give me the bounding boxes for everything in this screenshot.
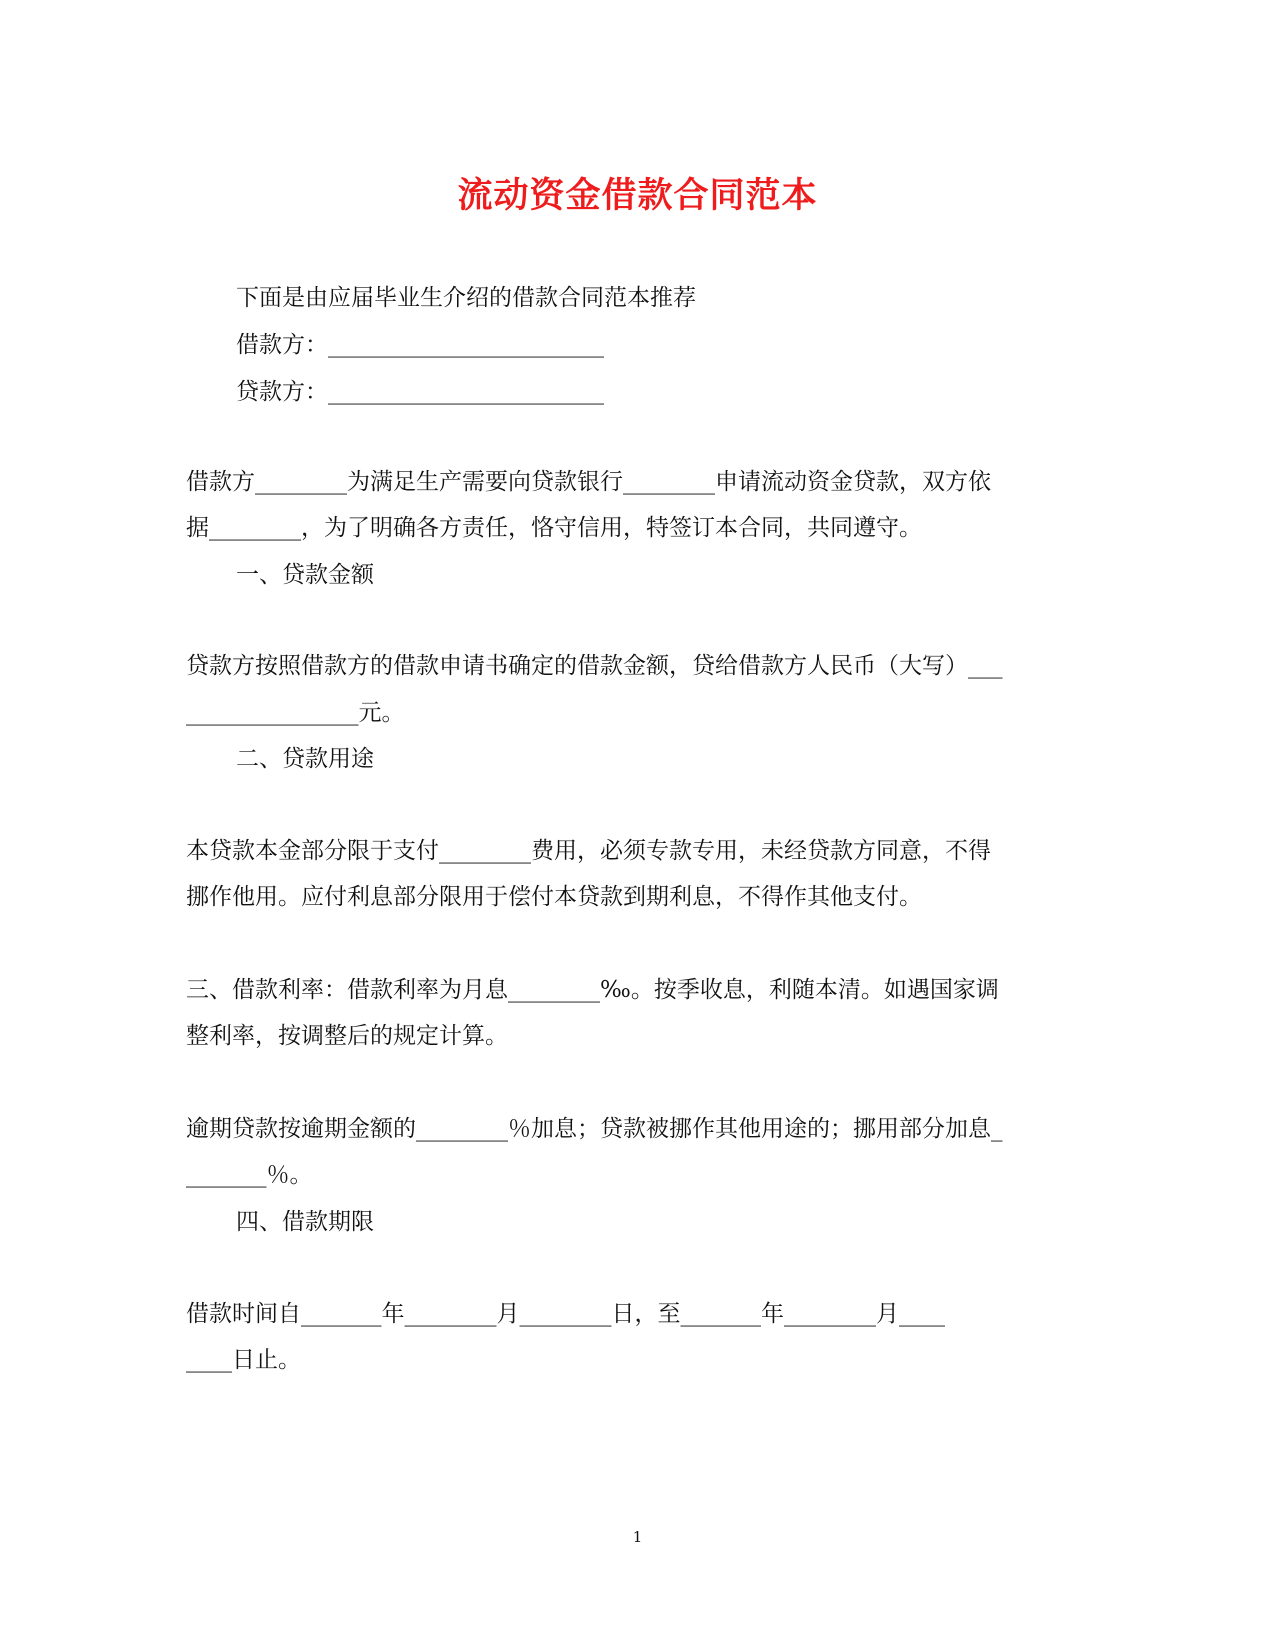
lender-field-line: 贷款方：________________________	[236, 379, 604, 405]
document-title: 流动资金借款合同范本	[457, 175, 818, 216]
loan-purpose-line-2: 挪作他用。应付利息部分限用于偿付本贷款到期利息，不得作其他支付。	[186, 884, 922, 910]
section-heading-loan-purpose: 二、贷款用途	[236, 746, 374, 772]
loan-amount-line-1: 贷款方按照借款方的借款申请书确定的借款金额，贷给借款方人民币（大写）___	[186, 653, 1003, 679]
section-heading-loan-term: 四、借款期限	[236, 1209, 374, 1235]
intro-line: 下面是由应届毕业生介绍的借款合同范本推荐	[236, 285, 696, 311]
loan-term-line-1: 借款时间自_______年________月________日，至_______年________月____	[186, 1301, 945, 1327]
preamble-line-1: 借款方________为满足生产需要向贷款银行________申请流动资金贷款，双方依	[186, 469, 991, 495]
page-number: 1	[632, 1528, 643, 1546]
loan-amount-line-2: _______________元。	[186, 700, 405, 726]
section-heading-loan-amount: 一、贷款金额	[236, 562, 374, 588]
preamble-line-2: 据________，为了明确各方责任，恪守信用，特签订本合同，共同遵守。	[186, 515, 922, 541]
overdue-interest-line-2: _______％。	[186, 1162, 313, 1188]
loan-purpose-line-1: 本贷款本金部分限于支付________费用，必须专款专用，未经贷款方同意，不得	[186, 838, 991, 864]
interest-rate-line-2: 整利率，按调整后的规定计算。	[186, 1023, 508, 1049]
overdue-interest-line-1: 逾期贷款按逾期金额的________％加息；贷款被挪作其他用途的；挪用部分加息_	[186, 1116, 1003, 1142]
loan-term-line-2: ____日止。	[186, 1347, 301, 1373]
interest-rate-line-1: 三、借款利率：借款利率为月息________‰。按季收息，利随本清。如遇国家调	[186, 977, 999, 1003]
borrower-field-line: 借款方：________________________	[236, 332, 604, 358]
